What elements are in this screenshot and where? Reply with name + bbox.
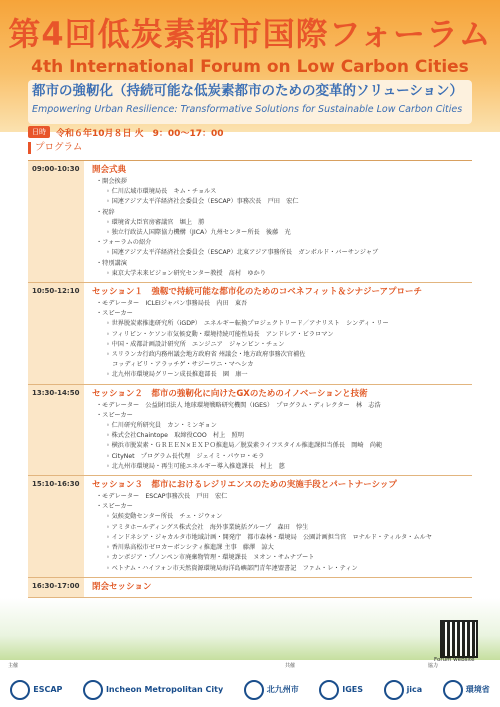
session-item: ・モデレーター ESCAP事務次長 戸田 宏仁 (96, 493, 228, 501)
forum-title-jp: 第4回低炭素都市国際フォーラム (8, 15, 492, 53)
logo-name: 北九州市 (266, 685, 299, 694)
host-label: 主催 (8, 663, 19, 669)
speaker-item: ◦ スリランカ行政内務州議会地方政府省 州議会・地方政府事務次官補佐 (106, 351, 306, 359)
speaker-item: ◦ 株式会社Chaintope 取締役COO 村上 照明 (106, 432, 244, 440)
sponsor-logo (443, 680, 490, 700)
sponsor-logo (10, 680, 62, 700)
session-title: セッション１ 強靱で持続可能な都市化のためのコベネフィット＆シナジーアプローチ (92, 287, 423, 298)
speaker-item: コッディピリ・アラッチゲ・サジーワニ・マヘシカ (106, 361, 254, 369)
subtitle-en: Empowering Urban Resilience: Transformative Solutions for Sustainable Low Carbon Cities (32, 104, 463, 115)
session-title: セッション２ 都市の強靭化に向けたGXのためのイノベーションと技術 (92, 388, 368, 399)
logo-mark-icon (384, 680, 404, 700)
logo-name: 環境省 (465, 685, 490, 694)
qr-code-icon[interactable] (440, 620, 478, 658)
session-title: 開会式典 (92, 165, 127, 175)
session-item: ・祝辞 (96, 208, 115, 216)
session-content (84, 161, 472, 282)
session-item: ・モデレーター 公益財団法人 地球環境戦略研究機関（IGES） プログラム・ディレクター 林 志浩 (96, 401, 381, 409)
date-tag: 日時 (28, 126, 50, 138)
program-label: プログラム (28, 142, 82, 154)
logo-name: ESCAP (33, 685, 63, 694)
logo-mark-icon (244, 680, 264, 700)
session-time: 16:30-17:00 (28, 578, 84, 597)
session-item: ・スピーカー (96, 310, 133, 318)
session-content (84, 578, 472, 597)
speaker-item: ◦ 仁川広域市環境局長 キム・チョルス (106, 188, 217, 196)
logo-name: Incheon Metropolitan City (105, 685, 224, 694)
logo-name: IGES (342, 685, 364, 694)
session-item: ・スピーカー (96, 503, 133, 511)
speaker-item: ◦ 国連アジア太平洋経済社会委員会（ESCAP）北東アジア事務所長 ガンボルド・バーサンジャブ (106, 249, 379, 257)
speaker-item: ◦ インドネシア・ジャカルタ市地域計画・開発庁 都市森林・環境局 公園計画担当官 ロナルド・ティルタ・ムルヤ (106, 533, 432, 541)
session-item: ・スピーカー (96, 411, 133, 419)
program-table (28, 160, 472, 598)
speaker-item: ◦ 仁川研究所研究員 カン・ミンギョン (106, 422, 217, 430)
logo-mark-icon (83, 680, 103, 700)
speaker-item: ◦ CityNet プログラム長代理 ジェイミ・パウロ・モラ (106, 452, 265, 460)
session-item: ・モデレーター ICLEIジャパン事務局長 内田 東吾 (96, 300, 248, 308)
session-row (28, 578, 472, 598)
session-item: ・フォーラムの紹介 (96, 239, 152, 247)
sponsor-logo (83, 680, 223, 700)
session-item: ・開会挨拶 (96, 178, 127, 185)
speaker-item: ◦ 北九州市環境局グリーン成長推進部長 園 康一 (106, 371, 248, 379)
sponsor-logos (0, 672, 500, 707)
session-title: 閉会セッション (92, 581, 152, 592)
logo-name: jica (406, 685, 423, 694)
session-row (28, 283, 472, 385)
session-row (28, 385, 472, 476)
date-row (28, 124, 224, 140)
speaker-item: ◦ 環境省大臣官房審議官 堀上 勝 (106, 218, 205, 226)
session-content (84, 476, 472, 577)
speaker-item: ◦ アミタホールディングス株式会社 海外事業統括グループ 森田 悖生 (106, 523, 309, 531)
session-content (84, 283, 472, 384)
speaker-item: ◦ カンボジア・プノンペン市廃棄物管理・環境課長 ヌオン・サムナブート (106, 554, 315, 562)
sponsor-logo (244, 680, 299, 700)
speaker-item: ◦ 国連アジア太平洋経済社会委員会（ESCAP）事務次長 戸田 宏仁 (106, 198, 299, 206)
session-time: 10:50-12:10 (28, 283, 84, 384)
session-time: 13:30-14:50 (28, 385, 84, 475)
subtitle-jp: 都市の強靭化（持続可能な低炭素都市のための変革的ソリューション） (32, 83, 464, 99)
speaker-item: ◦ 世界脱炭素推進研究所（iGDP） エネルギー転換プロジェクトリード／アナリスト シンディ・リー (106, 320, 389, 328)
sponsor-logo (384, 680, 423, 700)
sponsor-logo (319, 680, 363, 700)
speaker-item: ◦ 気候変動センター所長 チェ・ジウォン (106, 513, 223, 521)
qr-caption: Forum website (434, 657, 475, 663)
support-label: 共催 (285, 663, 296, 669)
speaker-item: ◦ 東京大学未来ビジョン研究センター教授 髙村 ゆかり (106, 269, 266, 277)
session-row (28, 476, 472, 578)
session-title: セッション３ 都市におけるレジリエンスのための実施手段とパートナーシップ (92, 480, 397, 491)
session-item: ・特別講演 (96, 259, 127, 267)
date-text: 令和６年10月８日 火 9：00～17：00 (56, 128, 224, 139)
session-content (84, 385, 472, 475)
session-time: 15:10-16:30 (28, 476, 84, 577)
speaker-item: ◦ フィリピン・ケソン市気候変動・環境持続可能性局長 アンドレア・ビラロマン (106, 330, 334, 338)
cooperation-label: 協力 (428, 663, 439, 669)
speaker-item: ◦ 独立行政法人国際協力機構（JICA）九州センター所長 後藤 光 (106, 229, 291, 237)
sponsor-labels (8, 662, 492, 670)
speaker-item: ◦ 北九州市環境局・再生可能エネルギー導入推進課長 村上 慈 (106, 462, 285, 470)
logo-mark-icon (10, 680, 30, 700)
speaker-item: ◦ 横浜市脱炭素・ＧＲＥＥＮ×ＥＸＰＯ推進局／脱炭素ライフスタイル推進課担当係長 岡崎 尚範 (106, 442, 383, 450)
city-illustration (0, 598, 500, 660)
session-time: 09:00-10:30 (28, 161, 84, 282)
speaker-item: ◦ 香川県高松市ゼロカーボンシティ推進課 主事 藤澤 諒大 (106, 544, 274, 552)
speaker-item: ◦ 中国・成都計画設計研究所 エンジニア ジャンビン・チェン (106, 340, 285, 348)
logo-mark-icon (443, 680, 463, 700)
speaker-item: ◦ ベトナム・ハイフォン市天然資源環境局海洋島嶼部門青年連盟書記 ファム・レ・ティン (106, 564, 358, 572)
forum-title-en: 4th International Forum on Low Carbon Cities (31, 57, 469, 77)
logo-mark-icon (319, 680, 339, 700)
session-row (28, 161, 472, 283)
